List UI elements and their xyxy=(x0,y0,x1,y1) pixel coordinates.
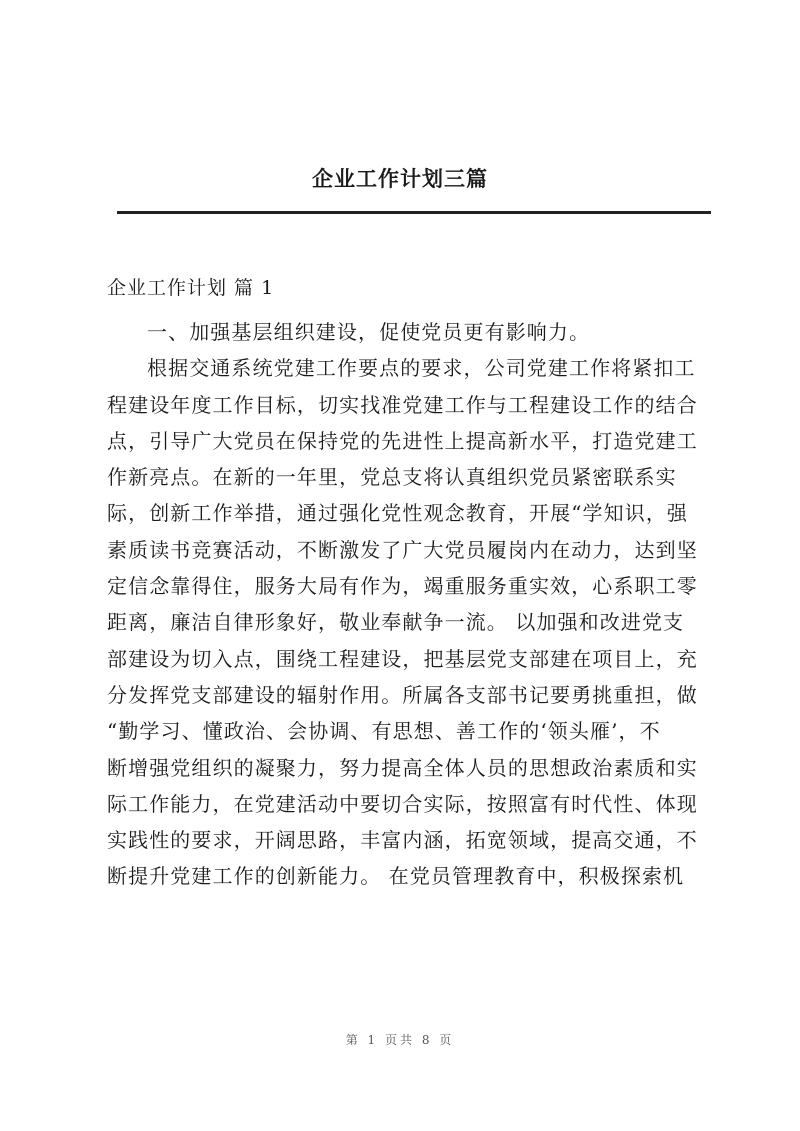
body-line: 际工作能力，在党建活动中要切合实际，按照富有时代性、体现 xyxy=(107,791,698,816)
page-number-footer: 第 1 页共 8 页 xyxy=(345,1033,455,1047)
body-line: 实践性的要求，开阔思路，丰富内涵，拓宽领域，提高交通，不 xyxy=(107,828,698,853)
body-line: 程建设年度工作目标，切实找准党建工作与工程建设工作的结合 xyxy=(107,392,698,417)
title-underline xyxy=(117,211,711,214)
body-line: 定信念靠得住，服务大局有作为，竭重服务重实效，心系职工零 xyxy=(107,574,698,599)
body-line: 作新亮点。在新的一年里，党总支将认真组织党员紧密联系实 xyxy=(107,465,677,490)
body-line: 断提升党建工作的创新能力。 在党员管理教育中，积极探索机 xyxy=(107,864,685,889)
body-text xyxy=(107,314,711,895)
body-line: 素质读书竞赛活动，不断激发了广大党员履岗内在动力，达到坚 xyxy=(107,537,698,562)
body-line: 部建设为切入点，围绕工程建设，把基层党支部建在项目上，充 xyxy=(107,646,698,671)
body-line: 分发挥党支部建设的辐射作用。所属各支部书记要勇挑重担，做 xyxy=(107,682,698,707)
body-line: “勤学习、懂政治、会协调、有思想、善工作的‘领头雁’，不 xyxy=(107,719,661,744)
body-line: 断增强党组织的凝聚力，努力提高全体人员的思想政治素质和实 xyxy=(107,755,698,780)
section-heading: 企业工作计划 篇 1 xyxy=(107,277,275,299)
body-line: 距离，廉洁自律形象好，敬业奉献争一流。 以加强和改进党支 xyxy=(107,610,685,635)
body-line: 一、加强基层组织建设，促使党员更有影响力。 xyxy=(147,320,591,344)
body-line: 际，创新工作举措，通过强化党性观念教育，开展“学知识，强 xyxy=(107,501,689,526)
body-line: 根据交通系统党建工作要点的要求，公司党建工作将紧扣工 xyxy=(147,356,696,381)
document-title: 企业工作计划三篇 xyxy=(312,166,488,191)
body-line: 点，引导广大党员在保持党的先进性上提高新水平，打造党建工 xyxy=(107,428,698,453)
